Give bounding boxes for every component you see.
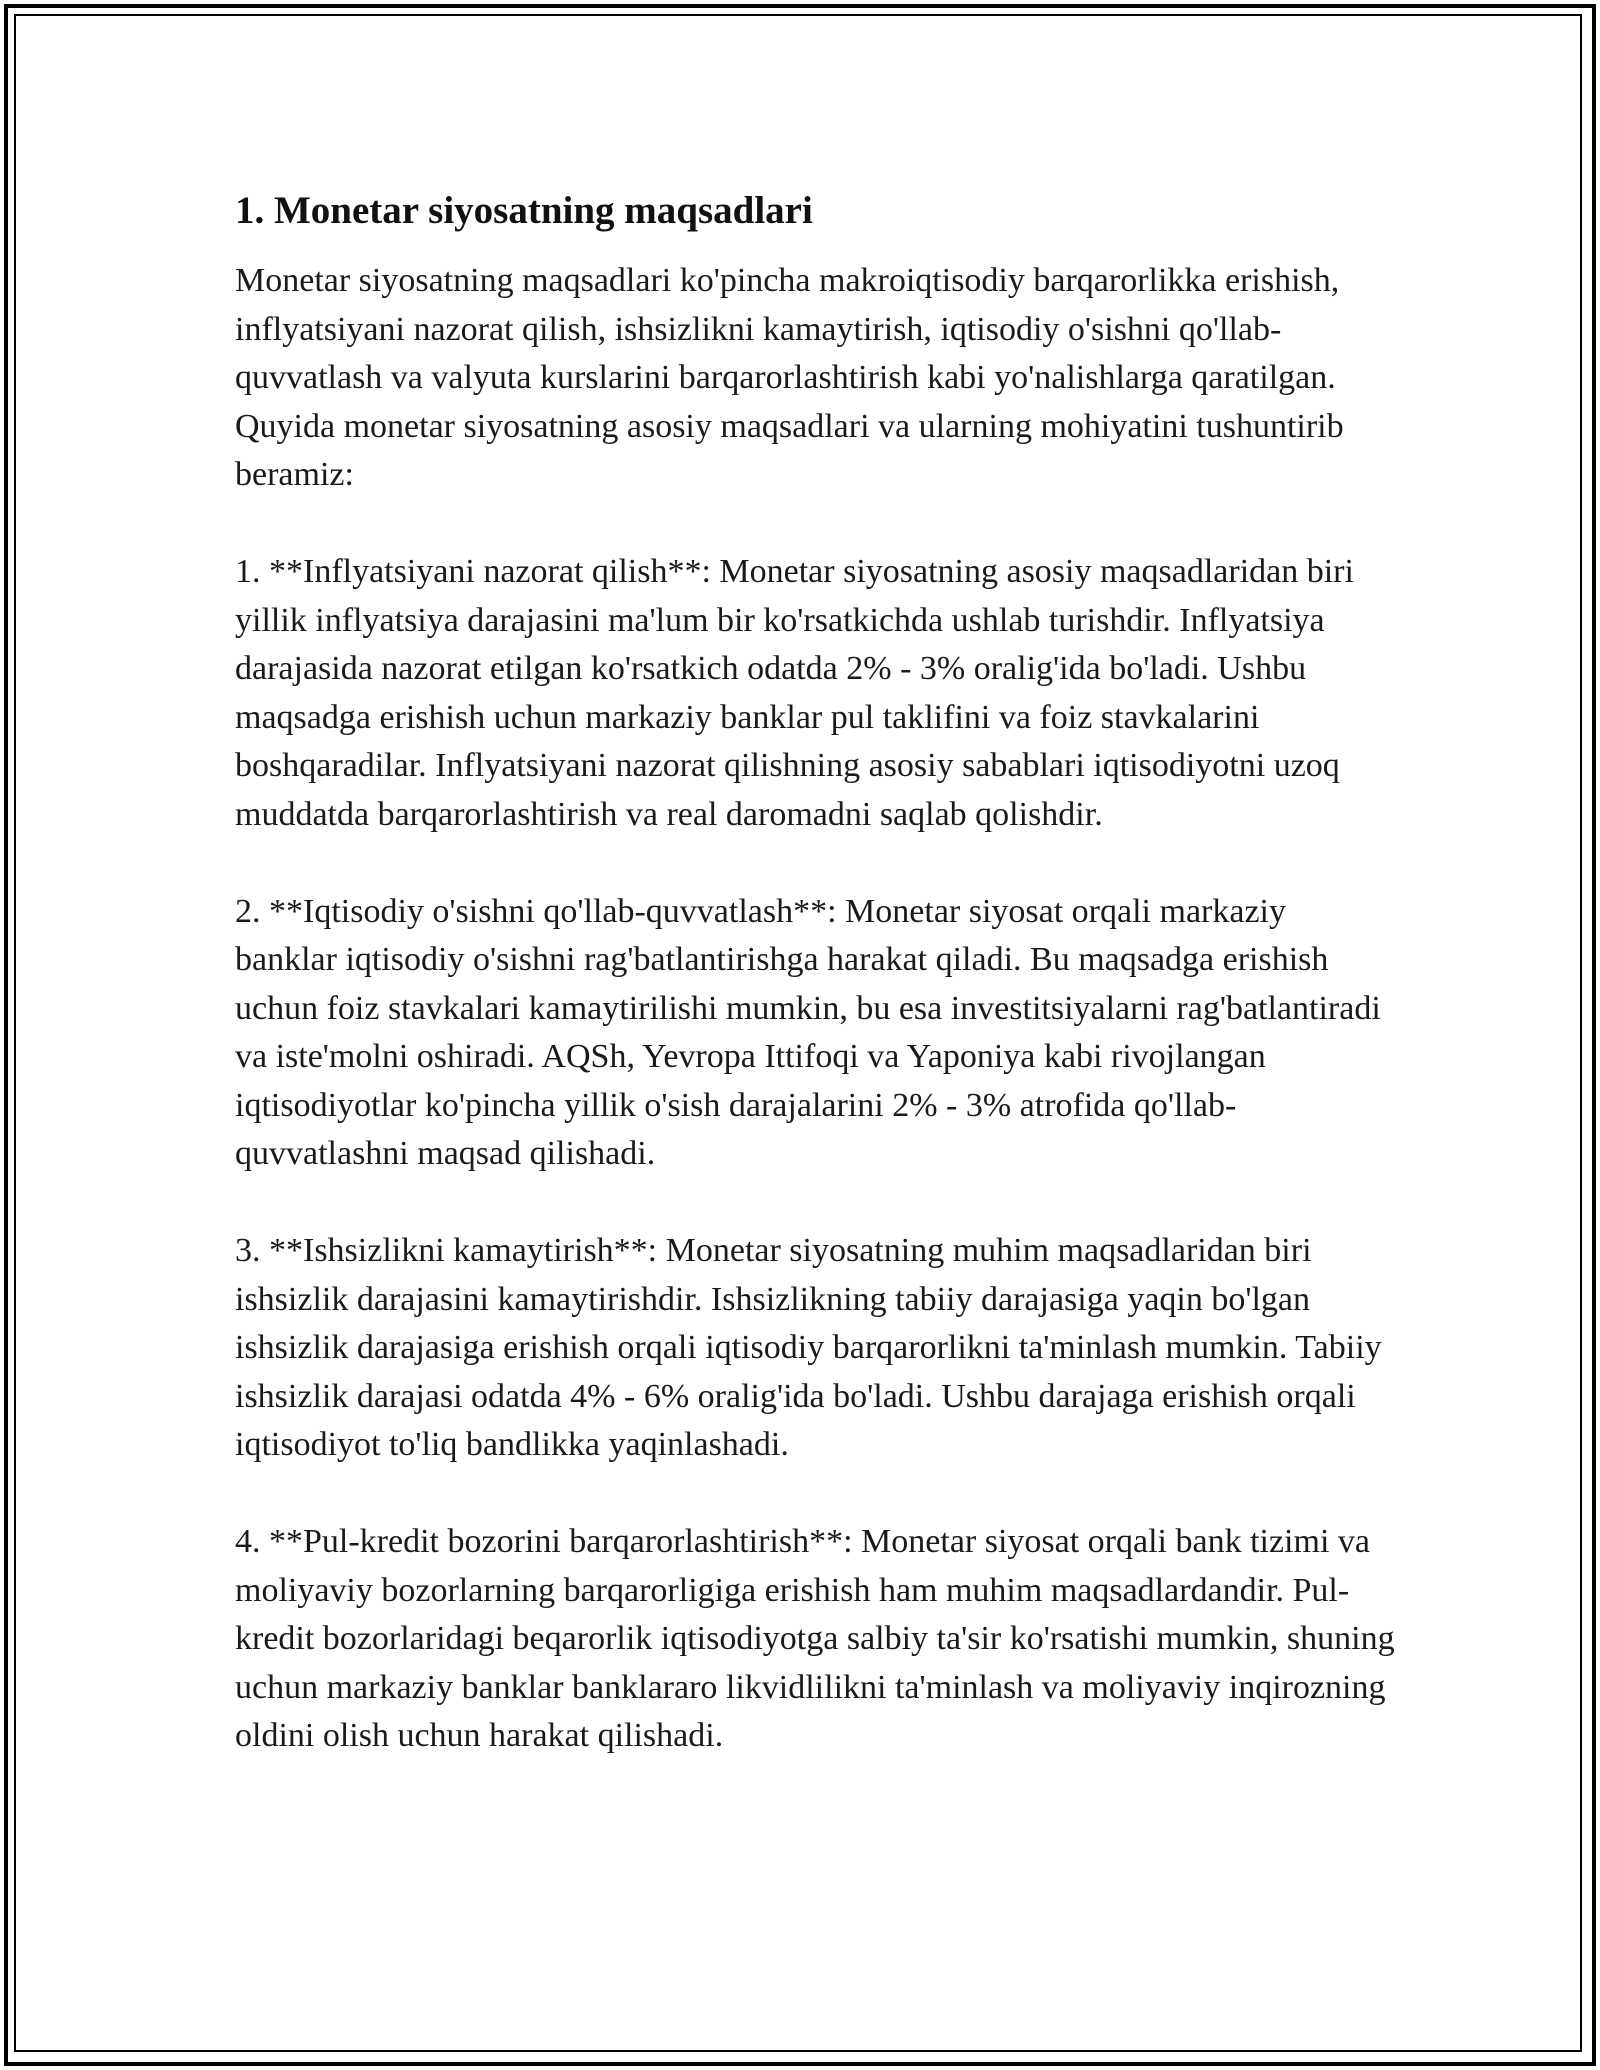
paragraph-credit-market: 4. **Pul-kredit bozorini barqarorlashtirish**: Monetar siyosat orqali bank tizimi va moliyaviy bozorlarning barqarorligiga erishish ham muhim maqsadlardandir. Pul-kredit bozorlaridagi beqarorlik iqtisodiyotga salbiy ta'sir ko'rsatishi mumkin, shuning uchun markaziy banklar banklararo likvidlilikni ta'minlash va moliyaviy inqirozning oldini olish uchun harakat qilishadi. — [235, 1523, 1395, 1754]
paragraph-unemployment: 3. **Ishsizlikni kamaytirish**: Monetar siyosatning muhim maqsadlaridan biri ishsizlik darajasini kamaytirishdir. Ishsizlikning tabiiy darajasiga yaqin bo'lgan ishsizlik darajasiga erishish orqali iqtisodiy barqarorlikni ta'minlash mumkin. Tabiiy ishsizlik darajasi odatda 4% - 6% oralig'ida bo'ladi. Ushbu darajaga erishish orqali iqtisodiyot to'liq bandlikka yaqinlashadi. — [235, 1232, 1382, 1463]
document-body — [235, 185, 1395, 1809]
section-heading: 1. Monetar siyosatning maqsadlari — [235, 189, 813, 232]
intro-paragraph: Monetar siyosatning maqsadlari ko'pincha makroiqtisodiy barqarorlikka erishish, inflyatsiyani nazorat qilish, ishsizlikni kamaytirish, iqtisodiy o'sishni qo'llab-quvvatlash va valyuta kurslarini barqarorlashtirish kabi yo'nalishlarga qaratilgan. Quyida monetar siyosatning asosiy maqsadlari va ularning mohiyatini tushuntirib beramiz: — [235, 262, 1344, 493]
paragraph-economic-growth: 2. **Iqtisodiy o'sishni qo'llab-quvvatlash**: Monetar siyosat orqali markaziy banklar iqtisodiy o'sishni rag'batlantirishga harakat qiladi. Bu maqsadga erishish uchun foiz stavkalari kamaytirilishi mumkin, bu esa investitsiyalarni rag'batlantiradi va iste'molni oshiradi. AQSh, Yevropa Ittifoqi va Yaponiya kabi rivojlangan iqtisodiyotlar ko'pincha yillik o'sish darajalarini 2% - 3% atrofida qo'llab-quvvatlashni maqsad qilishadi. — [235, 892, 1381, 1172]
paragraph-inflation-control: 1. **Inflyatsiyani nazorat qilish**: Monetar siyosatning asosiy maqsadlaridan biri yillik inflyatsiya darajasini ma'lum bir ko'rsatkichda ushlab turishdir. Inflyatsiya darajasida nazorat etilgan ko'rsatkich odatda 2% - 3% oralig'ida bo'ladi. Ushbu maqsadga erishish uchun markaziy banklar pul taklifini va foiz stavkalarini boshqaradilar. Inflyatsiyani nazorat qilishning asosiy sabablari iqtisodiyotni uzoq muddatda barqarorlashtirish va real daromadni saqlab qolishdir. — [235, 553, 1354, 833]
